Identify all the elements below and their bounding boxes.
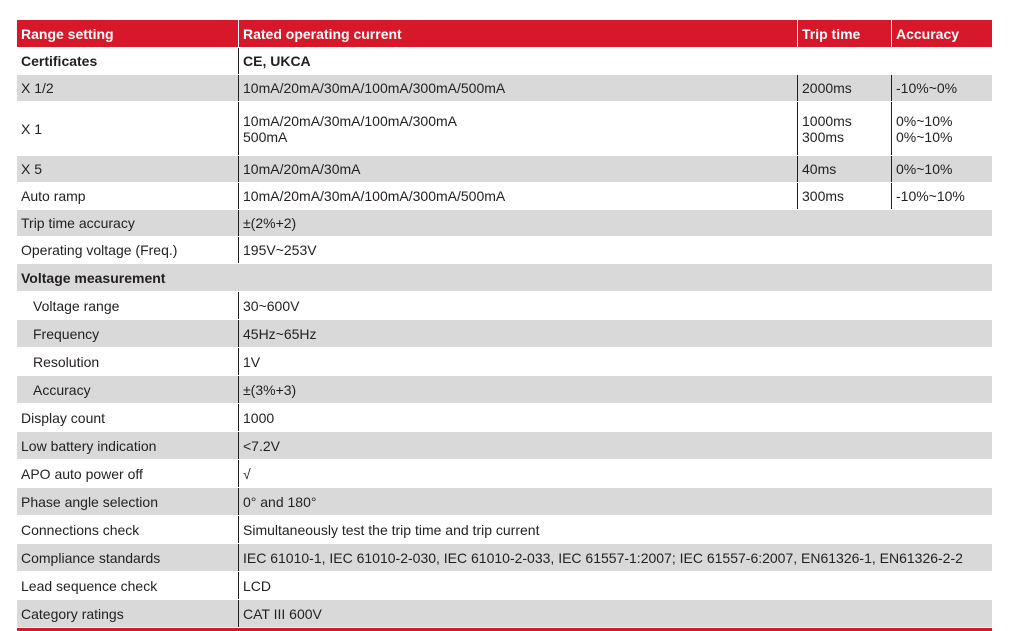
- spec-value: Simultaneously test the trip time and trip current: [238, 516, 992, 543]
- certificates-value: CE, UKCA: [238, 48, 992, 74]
- spec-value: 195V~253V: [238, 237, 992, 263]
- spec-label: Frequency: [33, 325, 100, 342]
- header-accuracy: Accuracy: [891, 20, 992, 47]
- spec-value: 1V: [238, 348, 992, 375]
- spec-table: [17, 20, 992, 631]
- spec-label: APO auto power off: [21, 465, 143, 482]
- range-current-group: [238, 102, 797, 155]
- spec-label: Connections check: [21, 521, 140, 538]
- spec-value: 1000: [238, 404, 992, 431]
- voltage-range-row: [17, 291, 992, 319]
- phase-angle-row: [17, 487, 992, 515]
- spec-value: ±(2%+2): [238, 210, 992, 236]
- spec-label: Trip time accuracy: [21, 215, 135, 231]
- spec-label: Resolution: [33, 353, 100, 370]
- range-current: 10mA/20mA/30mA/100mA/300mA/500mA: [238, 75, 797, 101]
- resolution-row: [17, 347, 992, 375]
- table-header: [17, 20, 992, 47]
- spec-label: Accuracy: [33, 381, 91, 398]
- range-trip-time: 300ms: [802, 128, 845, 145]
- range-label: X 1/2: [21, 80, 54, 96]
- range-current: 10mA/20mA/30mA/100mA/300mA: [243, 112, 457, 129]
- spec-label: Voltage range: [33, 297, 120, 314]
- spec-label: Phase angle selection: [21, 493, 158, 510]
- range-row-x-1: [17, 101, 992, 155]
- check-mark-icon: √: [238, 460, 992, 487]
- spec-label: Lead sequence check: [21, 577, 158, 594]
- trip-time-accuracy-row: [17, 209, 992, 236]
- range-label: X 1: [21, 120, 43, 137]
- range-label: Auto ramp: [21, 188, 86, 204]
- spec-value: 30~600V: [238, 292, 992, 319]
- spec-value: LCD: [238, 572, 992, 599]
- spec-value: ±(3%+3): [238, 376, 992, 403]
- spec-value: 0° and 180°: [238, 488, 992, 515]
- compliance-standards-row: [17, 543, 992, 571]
- low-battery-row: [17, 431, 992, 459]
- header-trip-time: Trip time: [797, 20, 891, 47]
- range-trip-time: 1000ms: [802, 112, 852, 129]
- range-label: X 5: [21, 161, 43, 177]
- header-range-setting: Range setting: [21, 25, 114, 42]
- range-trip-time: 40ms: [797, 156, 891, 182]
- spec-label: Compliance standards: [21, 549, 161, 566]
- spec-value: CAT III 600V: [238, 600, 992, 627]
- section-title: Voltage measurement: [21, 269, 166, 286]
- frequency-row: [17, 319, 992, 347]
- spec-value: <7.2V: [238, 432, 992, 459]
- range-accuracy: 0%~10%: [896, 112, 953, 129]
- spec-label: Category ratings: [21, 605, 124, 622]
- certificates-row: [17, 47, 992, 74]
- voltage-measurement-header: [17, 263, 992, 291]
- range-current: 10mA/20mA/30mA/100mA/300mA/500mA: [238, 183, 797, 209]
- apo-row: [17, 459, 992, 487]
- certificates-label: Certificates: [21, 53, 98, 69]
- range-row-x-5: [17, 155, 992, 182]
- range-accuracy: -10%~0%: [891, 75, 992, 101]
- spec-label: Low battery indication: [21, 437, 157, 454]
- range-trip-time: 300ms: [797, 183, 891, 209]
- range-accuracy: -10%~10%: [891, 183, 992, 209]
- connections-check-row: [17, 515, 992, 543]
- spec-label: Operating voltage (Freq.): [21, 242, 178, 258]
- spec-value: IEC 61010-1, IEC 61010-2-030, IEC 61010-2-033, IEC 61557-1:2007; IEC 61557-6:2007, EN61326-1, EN61326-2-2: [238, 544, 992, 571]
- accuracy-row: [17, 375, 992, 403]
- range-accuracy: 0%~10%: [891, 156, 992, 182]
- range-current: 500mA: [243, 128, 288, 145]
- range-current: 10mA/20mA/30mA: [238, 156, 797, 182]
- range-row-auto-ramp: [17, 182, 992, 209]
- display-count-row: [17, 403, 992, 431]
- range-accuracy-group: [891, 102, 992, 155]
- header-rated-current: Rated operating current: [238, 20, 797, 47]
- spec-value: 45Hz~65Hz: [238, 320, 992, 347]
- range-trip-time: 2000ms: [797, 75, 891, 101]
- operating-voltage-row: [17, 236, 992, 263]
- spec-label: Display count: [21, 409, 106, 426]
- range-accuracy: 0%~10%: [896, 128, 953, 145]
- range-row-x-half: [17, 74, 992, 101]
- lead-sequence-row: [17, 571, 992, 599]
- range-trip-time-group: [797, 102, 891, 155]
